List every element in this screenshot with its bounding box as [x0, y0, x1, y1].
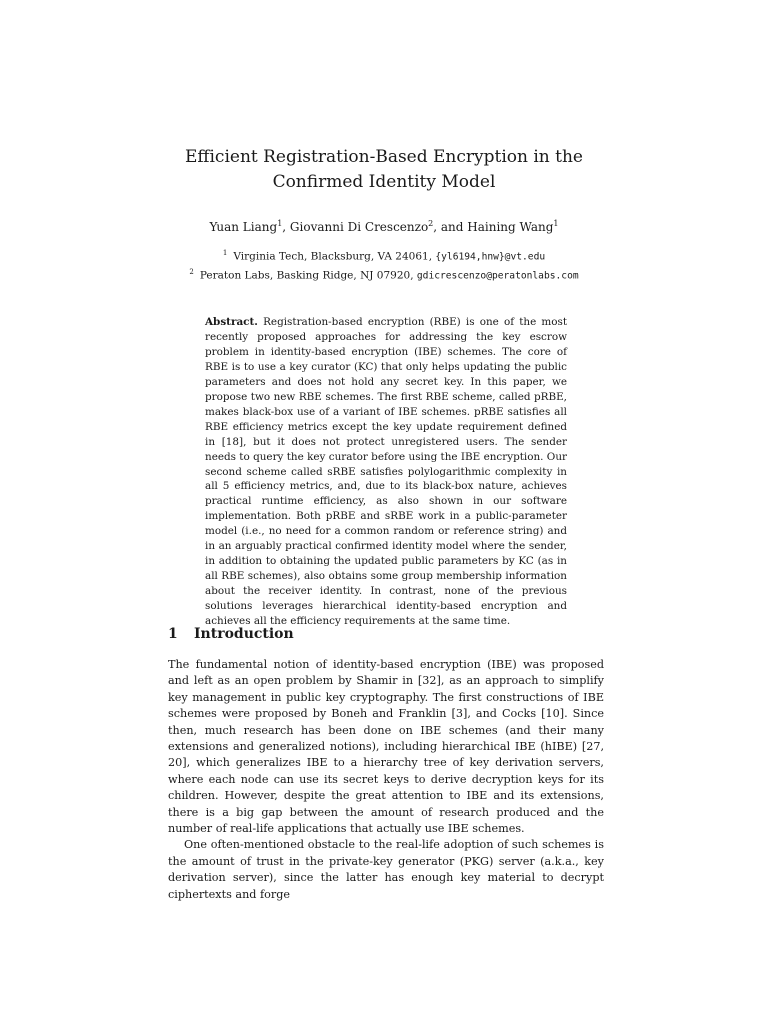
- author-affil-mark: 2: [428, 219, 434, 228]
- abstract: [205, 315, 567, 629]
- title-line-1: Efficient Registration-Based Encryption in the: [185, 147, 583, 167]
- abstract-text: Registration-based encryption (RBE) is one of the most recently proposed approaches for addressing the key escrow problem in identity-based encryption (IBE) schemes. The core of RBE is to use a key curator (KC) that only helps updating the public parameters and does not hold any secret key. In this paper, we propose two new RBE schemes. The first RBE scheme, called pRBE, makes black-box use of a variant of IBE schemes. pRBE satisfies all RBE efficiency metrics except the key update requirement defined in [18], but it does not protect unregistered users. The sender needs to query the key curator before using the IBE encryption. Our second scheme called sRBE satisfies polylogarithmic complexity in all 5 efficiency metrics, and, due to its black-box nature, achieves practical runtime efficiency, as also shown in our software implementation. Both pRBE and sRBE work in a public-parameter model (i.e., no need for a common random or reference string) and in an arguably practical confirmed identity model where the sender, in addition to obtaining the updated public parameters by KC (as in all RBE schemes), also obtains some group membership information about the receiver identity. In contrast, none of the previous solutions leverages hierarchical identity-based encryption and achieves all the efficiency requirements at the same time.: [205, 316, 567, 628]
- title-line-2: Confirmed Identity Model: [272, 172, 496, 192]
- author-name: Haining Wang: [467, 220, 554, 234]
- body-paragraph: The fundamental notion of identity-based encryption (IBE) was proposed and left as an open problem by Shamir in [32], as an approach to simplify key management in public key cryptography. The first constructions of IBE schemes were proposed by Boneh and Franklin [3], and Cocks [10]. Since then, much research has been done on IBE schemes (and their many extensions and generalized notions), including hierarchical IBE (hIBE) [27, 20], which generalizes IBE to a hierarchy tree of key derivation servers, where each node can use its secret keys to derive decryption keys for its children. However, despite the great attention to IBE and its extensions, there is a big gap between the amount of research produced and the number of real-life applications that actually use IBE schemes.: [168, 658, 604, 836]
- paper-title: [120, 145, 648, 195]
- affiliation-item: [120, 265, 648, 284]
- affiliation-text: Peraton Labs, Basking Ridge, NJ 07920,: [199, 269, 417, 281]
- section-number: 1: [168, 626, 178, 642]
- author-separator: , and: [433, 220, 468, 234]
- affiliation-text: Virginia Tech, Blacksburg, VA 24061,: [233, 250, 436, 263]
- affiliation-list: [120, 246, 648, 283]
- abstract-label: Abstract.: [205, 316, 258, 328]
- author-separator: ,: [282, 220, 290, 234]
- author-affil-mark: 1: [277, 219, 283, 228]
- section-heading: [168, 624, 608, 644]
- section-body: [168, 657, 604, 903]
- author-name: Giovanni Di Crescenzo: [289, 220, 429, 234]
- affiliation-email: gdicrescenzo@peratonlabs.com: [416, 270, 579, 281]
- author-list: [120, 216, 648, 235]
- affiliation-mark: 1: [222, 249, 228, 257]
- author-affil-mark: 1: [553, 219, 559, 228]
- author-name: Yuan Liang: [209, 220, 278, 234]
- body-paragraph: One often-mentioned obstacle to the real-life adoption of such schemes is the amount of trust in the private-key generator (PKG) server (a.k.a., key derivation server), since the latter has enough key material to decrypt ciphertexts and forge: [168, 838, 604, 901]
- affiliation-mark: 2: [189, 267, 194, 276]
- section-title: Introduction: [194, 626, 294, 642]
- affiliation-item: [120, 246, 648, 265]
- affiliation-email: {yl6194,hnw}@vt.edu: [435, 251, 546, 263]
